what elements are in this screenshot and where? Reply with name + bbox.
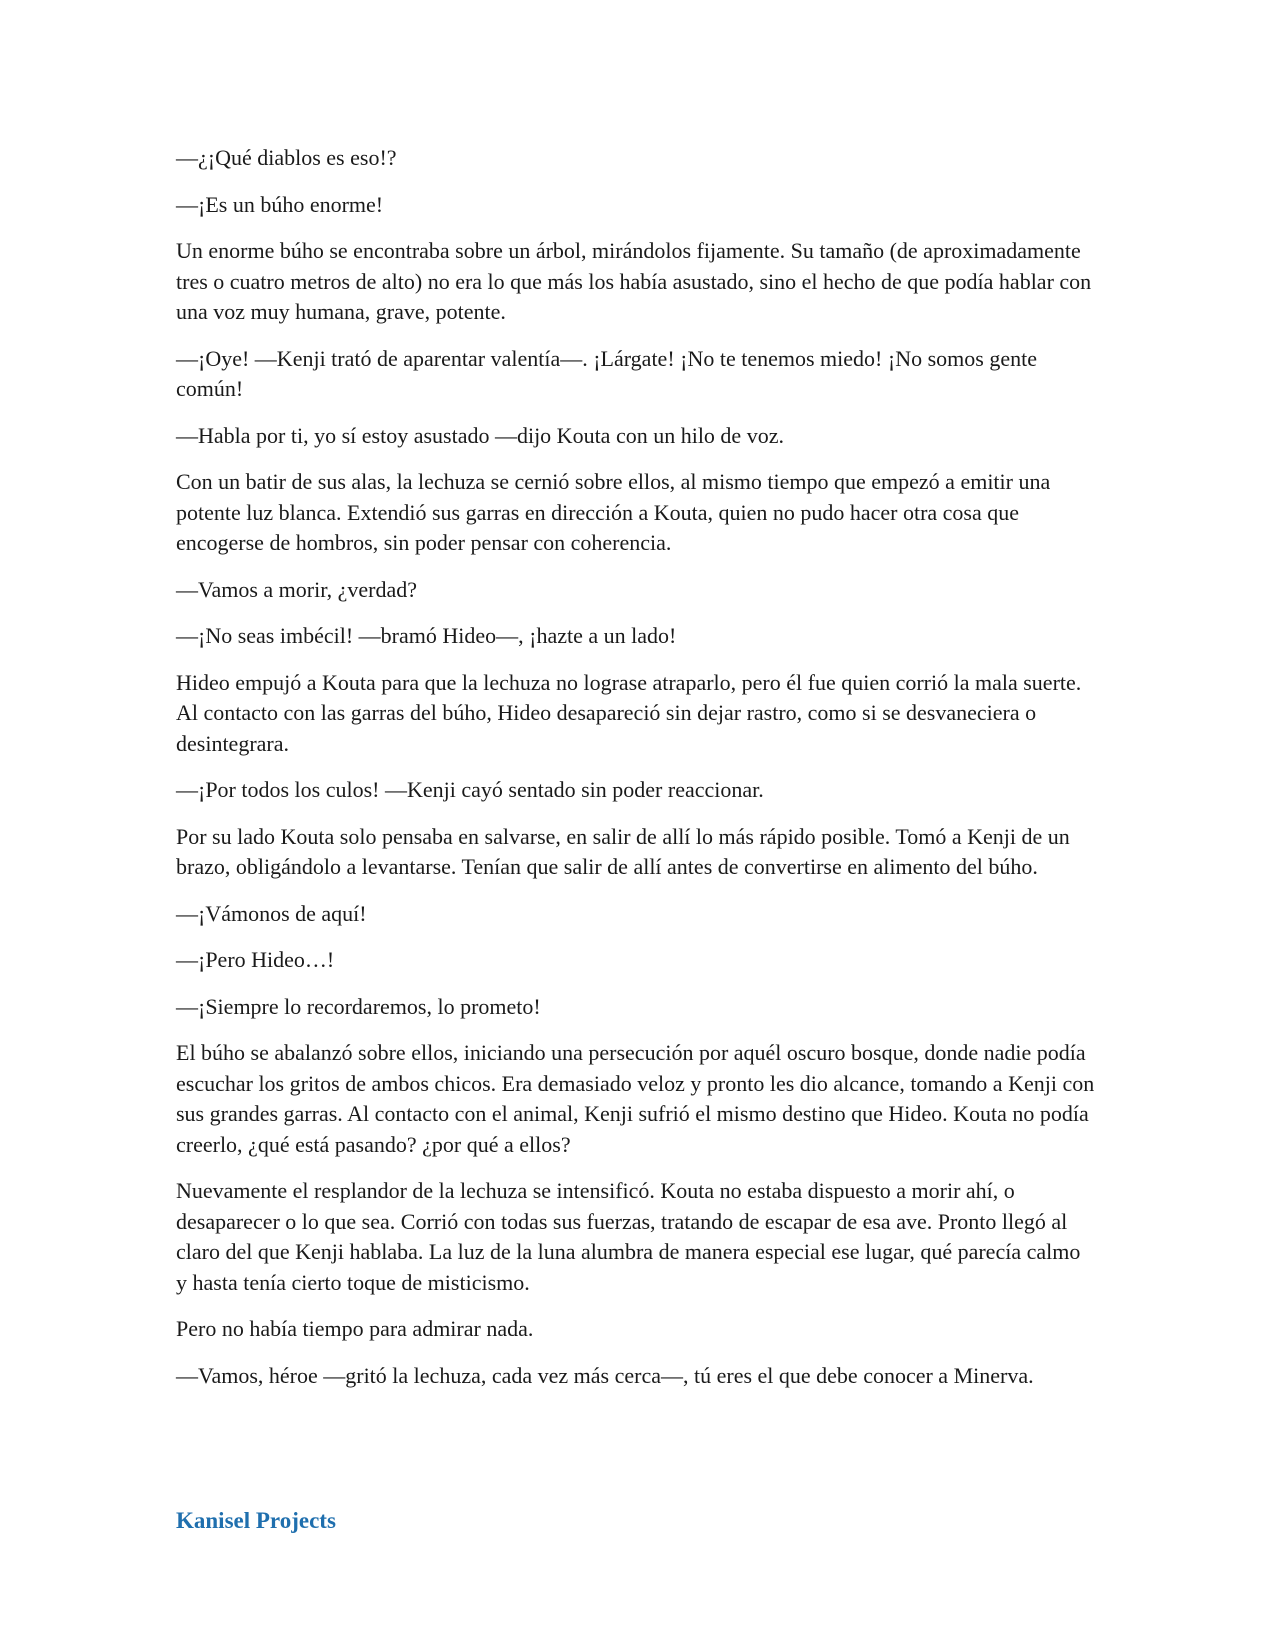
paragraph: El búho se abalanzó sobre ellos, iniciando una persecución por aquél oscuro bosque, donde nadie podía escuchar los gritos de ambos chicos. Era demasiado veloz y pronto les dio alcance, tomando a Kenji con sus grandes garras. Al contacto con el animal, Kenji sufrió el mismo destino que Hideo. Kouta no podía creerlo, ¿qué está pasando? ¿por qué a ellos? [176,1040,1095,1157]
paragraph: Nuevamente el resplandor de la lechuza se intensificó. Kouta no estaba dispuesto a morir ahí, o desaparecer o lo que sea. Corrió con todas sus fuerzas, tratando de escapar de esa ave. Pronto llegó al claro del que Kenji hablaba. La luz de la luna alumbra de manera especial ese lugar, qué parecía calmo y hasta tenía cierto toque de misticismo. [176,1178,1081,1295]
paragraph: —Habla por ti, yo sí estoy asustado —dijo Kouta con un hilo de voz. [176,422,784,448]
paragraph: —¡Siempre lo recordaremos, lo prometo! [176,993,541,1019]
paragraph: Un enorme búho se encontraba sobre un árbol, mirándolos fijamente. Su tamaño (de aproximadamente tres o cuatro metros de alto) no era lo que más los había asustado, sino el hecho de que podía hablar con una voz muy humana, grave, potente. [176,238,1092,324]
paragraph: —Vamos a morir, ¿verdad? [176,576,418,602]
paragraph: —¡No seas imbécil! —bramó Hideo—, ¡hazte a un lado! [176,623,677,648]
paragraph: —Vamos, héroe —gritó la lechuza, cada vez más cerca—, tú eres el que debe conocer a Minerva. [176,1362,1034,1388]
paragraph: —¿¡Qué diablos es eso!? [176,145,397,170]
document-body [176,143,1096,1407]
paragraph: Por su lado Kouta solo pensaba en salvarse, en salir de allí lo más rápido posible. Tomó a Kenji de un brazo, obligándolo a levantarse. Tenían que salir de allí antes de convertirse en alimento del búho. [176,823,1070,879]
paragraph: —¡Pero Hideo…! [176,947,335,972]
footer-brand: Kanisel Projects [176,1508,336,1533]
paragraph: —¡Por todos los culos! —Kenji cayó sentado sin poder reaccionar. [176,777,764,802]
paragraph: —¡Vámonos de aquí! [176,900,367,926]
paragraph: Hideo empujó a Kouta para que la lechuza no lograse atraparlo, pero él fue quien corrió la mala suerte. Al contacto con las garras del búho, Hideo desapareció sin dejar rastro, como si se desvaneciera o desintegrara. [176,669,1082,756]
paragraph: —¡Es un búho enorme! [176,191,384,217]
paragraph: Con un batir de sus alas, la lechuza se cernió sobre ellos, al mismo tiempo que empezó a emitir una potente luz blanca. Extendió sus garras en dirección a Kouta, quien no pudo hacer otra cosa que encogerse de hombros, sin poder pensar con coherencia. [176,469,1051,555]
paragraph: Pero no había tiempo para admirar nada. [176,1316,534,1341]
paragraph: —¡Oye! —Kenji trató de aparentar valentía—. ¡Lárgate! ¡No te tenemos miedo! ¡No somos gente común! [176,345,1037,401]
